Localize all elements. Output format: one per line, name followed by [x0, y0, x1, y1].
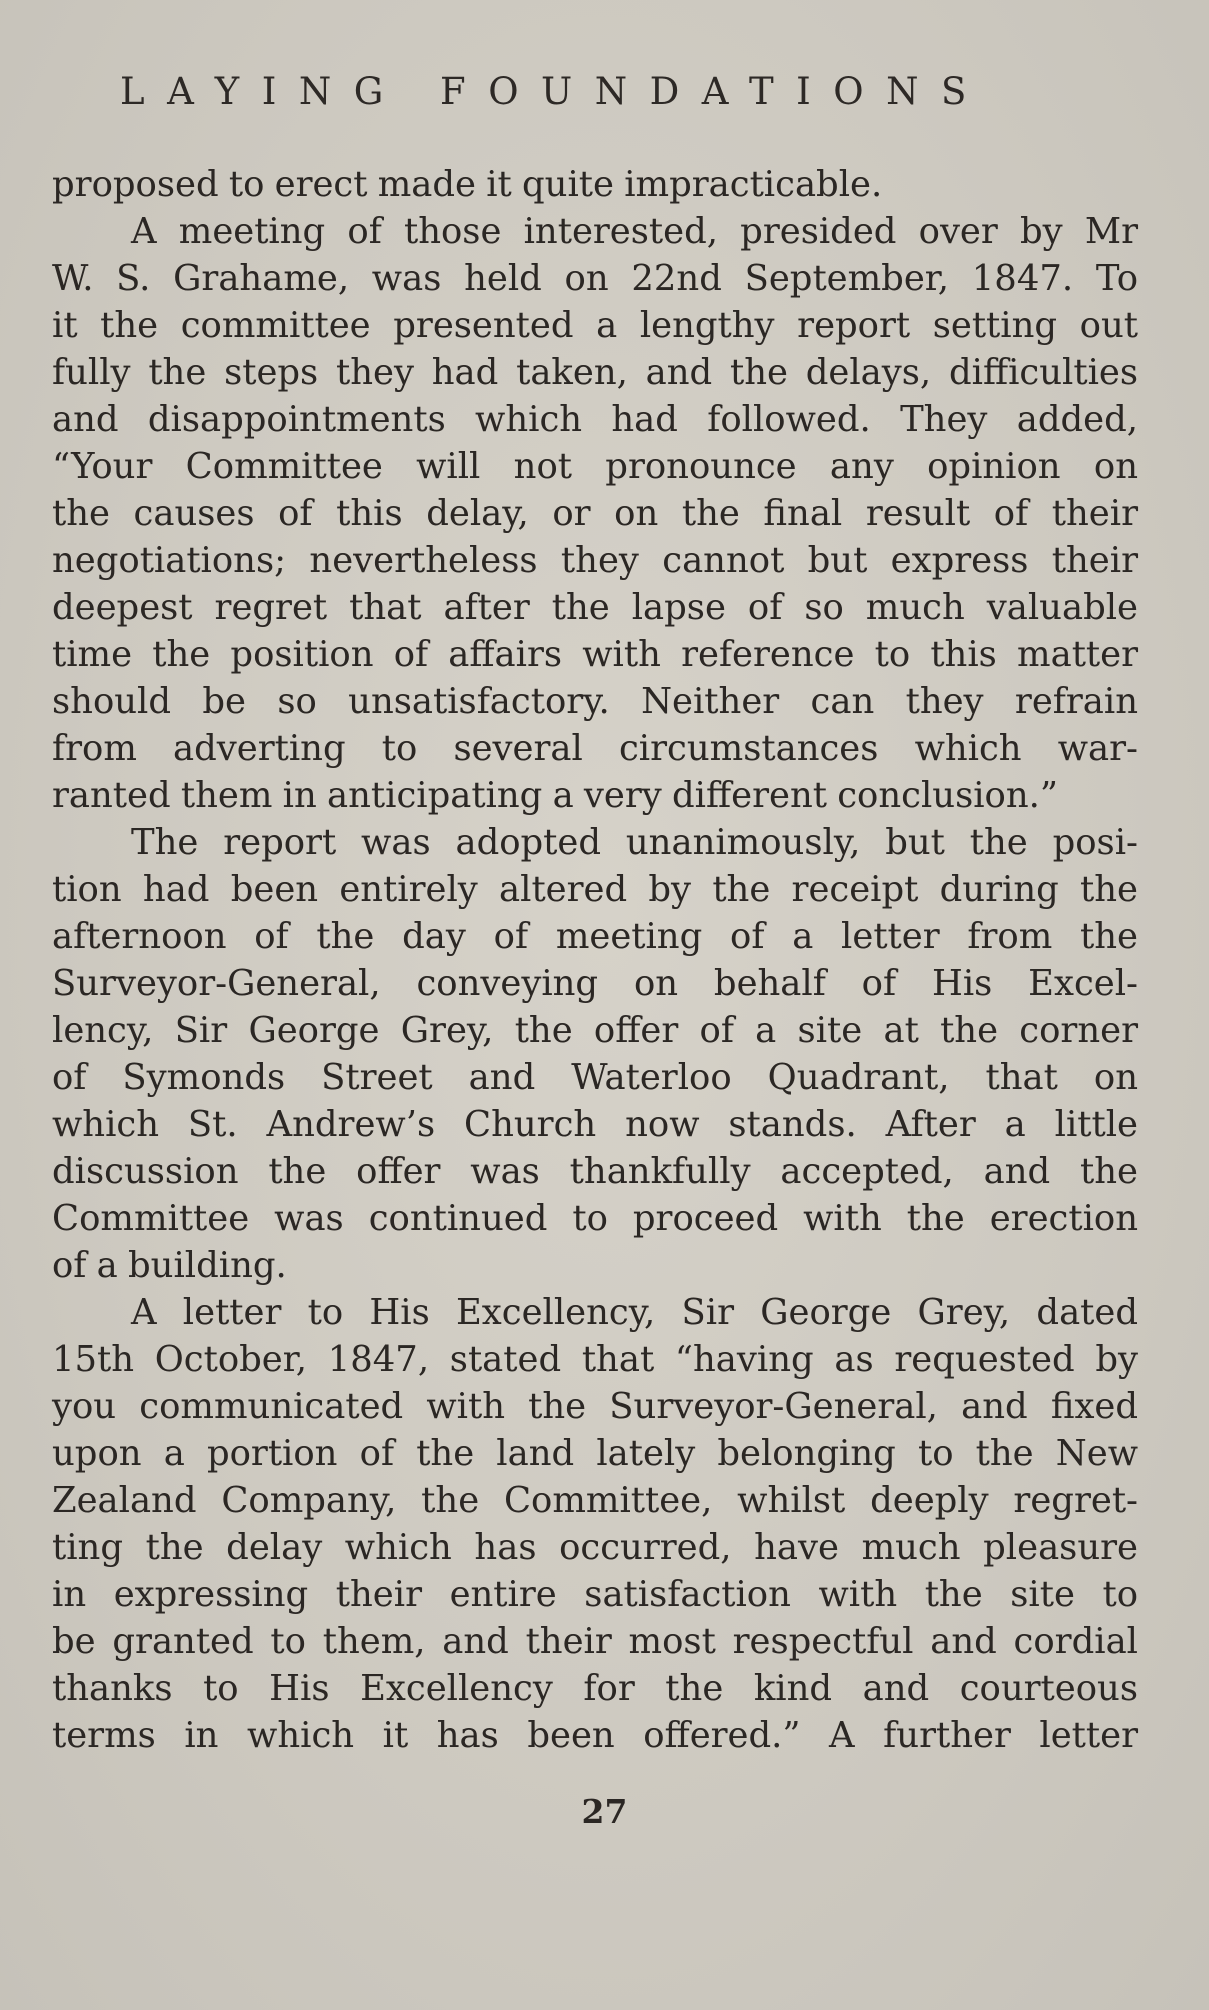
- text-line: ranted them in anticipating a very different conclusion.”: [52, 775, 1058, 816]
- text-line: ting the delay which has occurred, have much pleasure: [52, 1527, 1138, 1568]
- text-line: afternoon of the day of meeting of a letter from the: [52, 916, 1138, 957]
- text-line: discussion the offer was thankfully accepted, and the: [52, 1151, 1138, 1192]
- text-line: and disappointments which had followed. They added,: [52, 399, 1138, 440]
- text-line: thanks to His Excellency for the kind and courteous: [52, 1668, 1138, 1709]
- text-line: deepest regret that after the lapse of so much valuable: [52, 587, 1138, 628]
- text-line: 15th October, 1847, stated that “having as requested by: [52, 1339, 1138, 1380]
- text-line: in expressing their entire satisfaction with the site to: [52, 1574, 1138, 1615]
- body-text: [52, 161, 1138, 1759]
- text-line: of Symonds Street and Waterloo Quadrant, that on: [52, 1057, 1138, 1098]
- text-line: W. S. Grahame, was held on 22nd September, 1847. To: [52, 258, 1138, 299]
- text-line: time the position of affairs with reference to this matter: [52, 634, 1138, 675]
- text-line: terms in which it has been offered.” A further letter: [52, 1715, 1138, 1756]
- running-head: LAYING FOUNDATIONS: [120, 70, 989, 113]
- text-line: from adverting to several circumstances which war-: [52, 728, 1138, 769]
- text-line: the causes of this delay, or on the final result of their: [52, 493, 1138, 534]
- text-line: lency, Sir George Grey, the offer of a site at the corner: [52, 1010, 1138, 1051]
- text-line: proposed to erect made it quite impracticable.: [52, 164, 883, 205]
- page-number: 27: [581, 1792, 628, 1831]
- text-line: A letter to His Excellency, Sir George Grey, dated: [131, 1292, 1138, 1333]
- text-line: tion had been entirely altered by the receipt during the: [52, 869, 1138, 910]
- text-line: of a building.: [52, 1245, 287, 1286]
- text-line: “Your Committee will not pronounce any opinion on: [52, 446, 1138, 487]
- text-line: The report was adopted unanimously, but the posi-: [131, 822, 1138, 863]
- text-line: be granted to them, and their most respectful and cordial: [52, 1621, 1138, 1662]
- text-line: Zealand Company, the Committee, whilst deeply regret-: [52, 1480, 1138, 1521]
- text-line: which St. Andrew’s Church now stands. After a little: [52, 1104, 1138, 1145]
- text-line: A meeting of those interested, presided over by Mr: [131, 211, 1138, 252]
- text-line: Committee was continued to proceed with the erection: [52, 1198, 1138, 1239]
- text-line: it the committee presented a lengthy report setting out: [52, 305, 1138, 346]
- text-line: negotiations; nevertheless they cannot but express their: [52, 540, 1138, 581]
- text-line: you communicated with the Surveyor-General, and fixed: [52, 1386, 1138, 1427]
- text-line: should be so unsatisfactory. Neither can they refrain: [52, 681, 1138, 722]
- text-line: upon a portion of the land lately belonging to the New: [52, 1433, 1138, 1474]
- text-line: Surveyor-General, conveying on behalf of His Excel-: [52, 963, 1138, 1004]
- text-line: fully the steps they had taken, and the delays, difficulties: [52, 352, 1138, 393]
